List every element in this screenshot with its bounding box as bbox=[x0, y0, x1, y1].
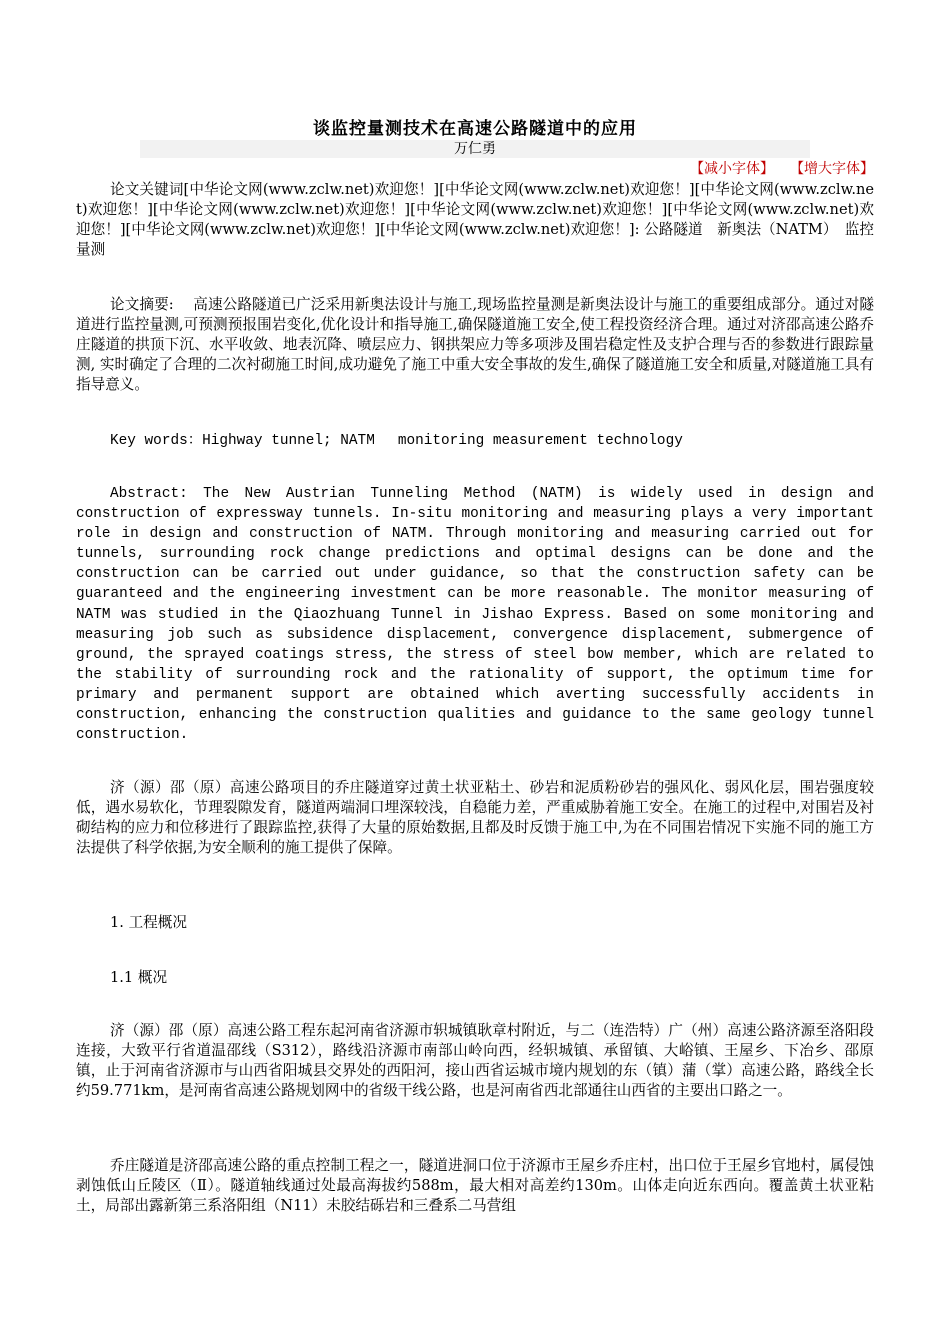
font-size-controls bbox=[690, 160, 874, 178]
section-1-1-heading: 1.1 概况 bbox=[110, 969, 168, 986]
abstract-cn: 论文摘要: 高速公路隧道已广泛采用新奥法设计与施工,现场监控量测是新奥法设计与施工的重要组成部分。通过对隧道进行监控量测,可预测预报围岩变化,优化设计和指导施工,确保隧道施工安全,使工程投资经济合理。通过对济邵高速公路乔庄隧道的拱顶下沉、水平收敛、地表沉降、喷层应力、钢拱架应力等多项涉及围岩稳定性及支护合理与否的参数进行跟踪量测, 实时确定了合理的二次衬砌施工时间,成功避免了施工中重大安全事故的发生,确保了隧道施工安全和质量,对隧道施工具有指导意义。 bbox=[76, 296, 874, 394]
article-author: 万仁勇 bbox=[454, 141, 496, 157]
decrease-font-button[interactable]: 【减小字体】 bbox=[690, 161, 774, 177]
overview-paragraph-2: 乔庄隧道是济邵高速公路的重点控制工程之一，隧道进洞口位于济源市王屋乡乔庄村，出口位于王屋乡官地村，属侵蚀剥蚀低山丘陵区（Ⅱ）。隧道轴线通过处最高海拔约588m，最大相对高差约130m。山体走向近东西向。覆盖黄土状亚粘土，局部出露新第三系洛阳组（N11）未胶结砾岩和三叠系二马营组 bbox=[76, 1157, 874, 1215]
keywords-cn: 论文关键词[中华论文网(www.zclw.net)欢迎您！][中华论文网(www.zclw.net)欢迎您！][中华论文网(www.zclw.net)欢迎您！][中华论文网(www.zclw.net)欢迎您！][中华论文网(www.zclw.net)欢迎您！][中华论文网(www.zclw.net)欢迎您！][中华论文网(www.zclw.net)欢迎您！][中华论文网(www.zclw.net)欢迎您！]: 公路隧道 新奥法（NATM） 监控量测 bbox=[76, 181, 874, 259]
overview-paragraph-1: 济（源）邵（原）高速公路工程东起河南省济源市轵城镇耿章村附近，与二（连浩特）广（州）高速公路济源至洛阳段连接，大致平行省道温邵线（S312），路线沿济源市南部山岭向西，经轵城镇、承留镇、大峪镇、王屋乡、下冶乡、邵原镇，止于河南省济源市与山西省阳城县交界处的西阳河，接山西省运城市境内规划的东（镇）蒲（掌）高速公路，路线全长约59.771km，是河南省高速公路规划网中的省级干线公路，也是河南省西北部通往山西省的主要出口路之一。 bbox=[76, 1022, 874, 1100]
keywords-en: Key words：Highway tunnel; NATM monitoring measurement technology bbox=[110, 433, 683, 449]
abstract-en: Abstract: The New Austrian Tunneling Method (NATM) is widely used in design and construction of expressway tunnels. In-situ monitoring and measuring plays a very important role in design and construction of NATM. Through monitoring and measuring carried out for tunnels, surrounding rock change predictions and optimal designs can be done and the construction can be carried out under guidance, so that the construction safety can be guaranteed and the engineering investment can be more reasonable. The monitor measuring of NATM was studied in the Qiaozhuang Tunnel in Jishao Express. Based on some monitoring and measuring job such as subsidence displacement, convergence displacement, submergence of ground, the sprayed coatings stress, the stress of steel bow member, which are related to the stability of surrounding rock and the rationality of support, the optimum time for primary and permanent support are obtained which averting successfully accidents in construction, enhancing the construction qualities and guidance to the same geology tunnel construction. bbox=[76, 486, 874, 744]
article-title: 谈监控量测技术在高速公路隧道中的应用 bbox=[313, 119, 637, 139]
increase-font-button[interactable]: 【增大字体】 bbox=[790, 161, 874, 177]
section-1-heading: 1. 工程概况 bbox=[110, 914, 187, 931]
intro-paragraph: 济（源）邵（原）高速公路项目的乔庄隧道穿过黄土状亚粘土、砂岩和泥质粉砂岩的强风化、弱风化层，围岩强度较低，遇水易软化，节理裂隙发育，隧道两端洞口埋深较浅，自稳能力差，严重威胁着施工安全。在施工的过程中,对围岩及衬砌结构的应力和位移进行了跟踪监控,获得了大量的原始数据,且都及时反馈于施工中,为在不同围岩情况下实施不同的施工方法提供了科学依据,为安全顺利的施工提供了保障。 bbox=[76, 779, 874, 857]
